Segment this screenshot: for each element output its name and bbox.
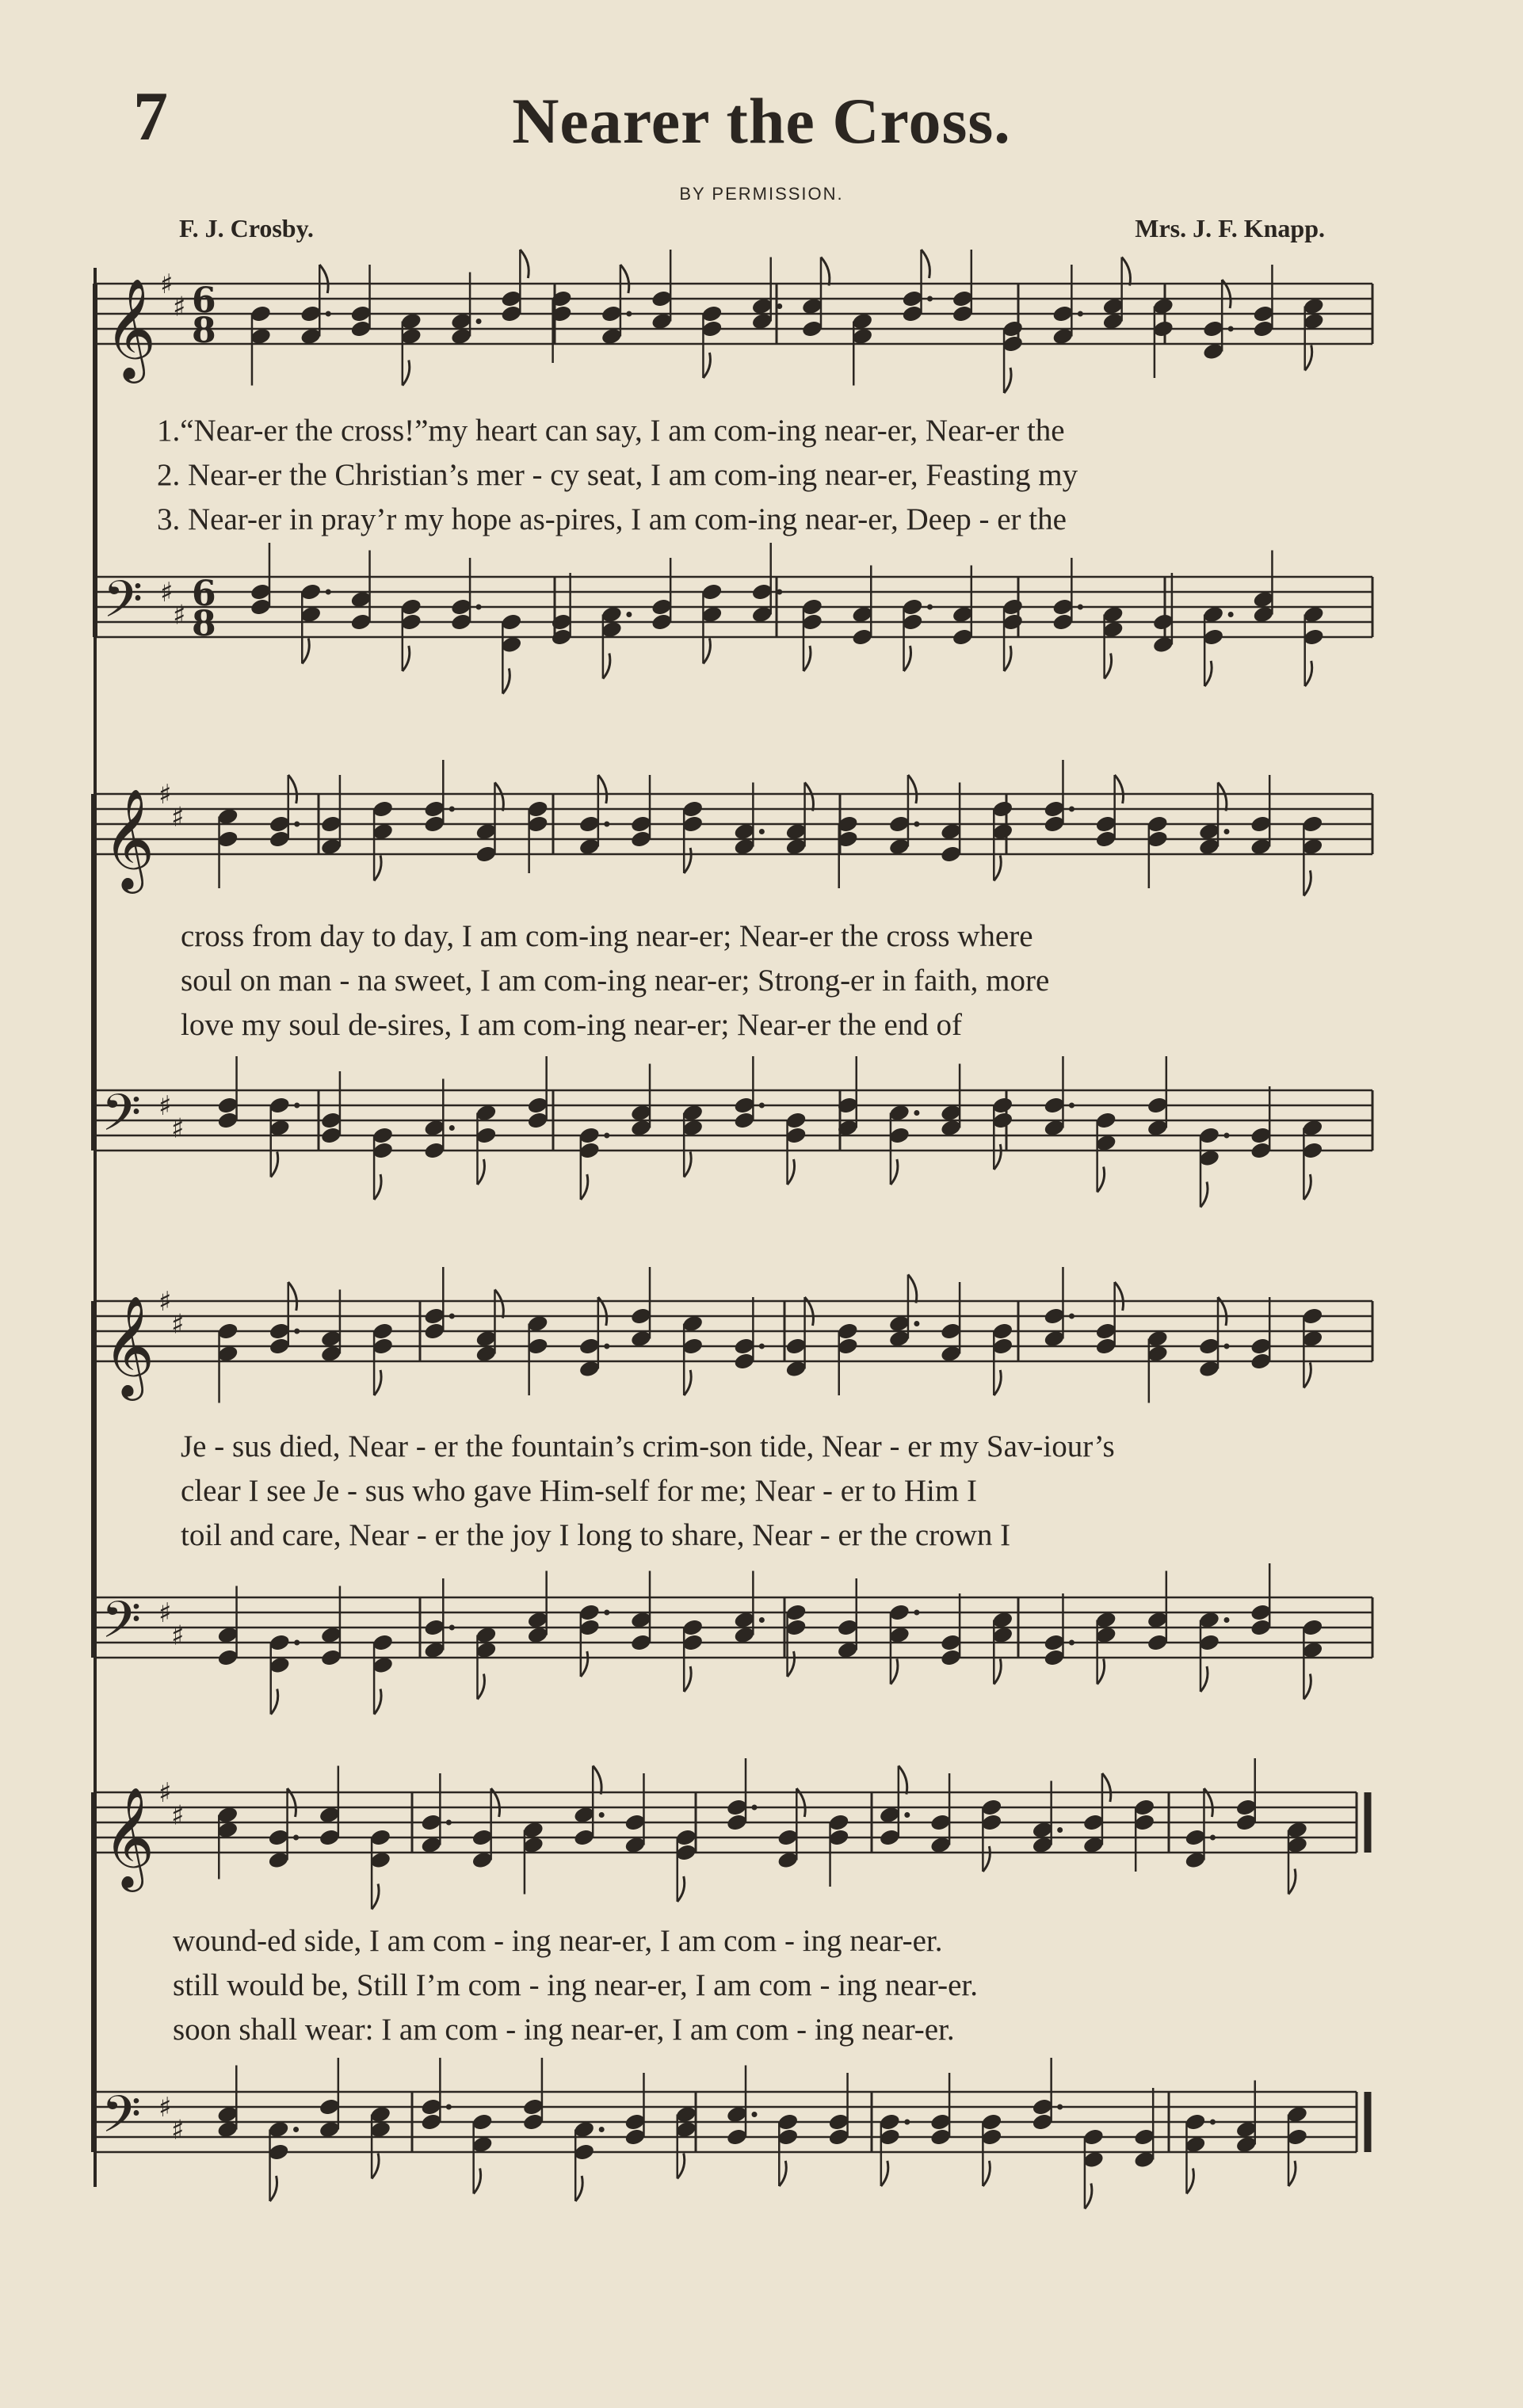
dot	[626, 311, 632, 317]
dot	[294, 1640, 300, 1646]
note-flag	[1200, 1666, 1208, 1692]
note-flag	[593, 1766, 601, 1795]
note-flag	[372, 1884, 379, 1910]
dot	[1228, 612, 1234, 617]
sharp-sign: ♯	[171, 1112, 185, 1145]
note-flag	[1115, 775, 1124, 803]
dot	[1069, 1640, 1074, 1646]
note-flag	[1097, 1659, 1105, 1685]
note-flag	[684, 1370, 691, 1395]
sharp-sign: ♯	[160, 577, 174, 609]
dot	[927, 605, 933, 610]
note-flag	[520, 250, 529, 278]
note-flag	[908, 775, 917, 803]
note-flag	[477, 1674, 484, 1700]
dot	[927, 296, 933, 302]
note-flag	[1097, 1167, 1105, 1193]
dot	[777, 303, 782, 309]
dot	[604, 1610, 609, 1616]
note-flag	[678, 1876, 685, 1902]
note-flag	[575, 2176, 582, 2201]
dot	[1078, 605, 1083, 610]
time-signature: 6	[192, 574, 216, 614]
dot	[1224, 1344, 1230, 1349]
dot	[626, 612, 632, 617]
note-flag	[1304, 1363, 1311, 1388]
dot	[293, 2127, 299, 2132]
dot	[294, 822, 300, 827]
dot	[1228, 326, 1234, 332]
note-flag	[302, 639, 309, 664]
dot	[914, 1110, 919, 1116]
note-flag	[684, 1666, 691, 1692]
dot	[777, 590, 782, 595]
note-flag	[1004, 646, 1011, 671]
dot	[1224, 1617, 1230, 1623]
note-flag	[881, 2161, 888, 2186]
sharp-sign: ♯	[171, 2114, 185, 2147]
note-flag	[788, 1159, 795, 1185]
dot	[1210, 2120, 1216, 2125]
note-flag	[1288, 1869, 1296, 1895]
dot	[1057, 2105, 1063, 2110]
note-flag	[994, 1144, 1001, 1170]
dot	[914, 1321, 919, 1326]
permission-note: BY PERMISSION.	[679, 184, 844, 204]
dot	[752, 2112, 758, 2117]
lyric-line: love my soul de-sires, I am com-ing near-er; Near-er the end of	[181, 1008, 963, 1042]
dot	[449, 1625, 455, 1631]
treble-clef-icon: 𝄞	[105, 277, 157, 379]
note-flag	[1122, 258, 1131, 286]
note-flag	[803, 646, 811, 671]
note-flag	[1102, 1773, 1111, 1802]
note-flag	[271, 1152, 278, 1177]
dot	[1057, 1827, 1063, 1833]
note-flag	[372, 2154, 379, 2179]
note-flag	[1186, 2169, 1193, 2194]
note-flag	[620, 265, 629, 293]
note-flag	[502, 669, 510, 694]
dot	[326, 590, 331, 595]
note-flag	[1305, 345, 1312, 371]
note-flag	[1304, 1174, 1311, 1200]
hymn-number: 7	[133, 78, 168, 155]
note-flag	[1204, 661, 1212, 686]
lyric-line: still would be, Still I’m com - ing near-er, I am com - ing near-er.	[173, 1968, 978, 2002]
dot	[914, 1610, 919, 1616]
sharp-sign: ♯	[173, 599, 186, 632]
lyric-line: Je - sus died, Near - er the fountain’s crim-son tide, Near - er my Sav-iour’s	[181, 1429, 1115, 1463]
note-flag	[581, 1651, 588, 1677]
bass-clef-icon: 𝄢	[101, 1591, 142, 1662]
dot	[449, 1125, 455, 1131]
lyric-line: clear I see Je - sus who gave Him-self for me; Near - er to Him I	[181, 1474, 977, 1508]
note-flag	[1288, 2161, 1296, 2186]
note-flag	[603, 654, 610, 679]
dot	[904, 1812, 910, 1818]
bass-clef-icon: 𝄢	[103, 571, 143, 642]
time-signature: 8	[192, 311, 216, 351]
note-flag	[678, 2154, 685, 2179]
dot	[446, 2105, 452, 2110]
dot	[759, 829, 765, 834]
dot	[1069, 807, 1074, 812]
dot	[1069, 1103, 1074, 1109]
note-flag	[270, 2176, 277, 2201]
note-flag	[1200, 1182, 1208, 1208]
note-flag	[994, 1659, 1001, 1685]
note-flag	[474, 2169, 481, 2194]
dot	[1078, 311, 1083, 317]
dot	[752, 1805, 758, 1811]
time-signature: 6	[192, 280, 216, 321]
note-flag	[1085, 2184, 1092, 2209]
lyric-line: cross from day to day, I am com-ing near-er; Near-er the cross where	[181, 919, 1033, 953]
note-flag	[994, 1370, 1001, 1395]
note-flag	[403, 646, 410, 671]
note-flag	[703, 353, 710, 378]
dot	[294, 1329, 300, 1334]
sharp-sign: ♯	[171, 1620, 185, 1652]
note-flag	[684, 1152, 691, 1177]
note-flag	[821, 258, 830, 286]
lyric-line: toil and care, Near - er the joy I long to share, Near - er the crown I	[181, 1518, 1011, 1552]
note-flag	[477, 1159, 484, 1185]
note-flag	[1115, 1282, 1124, 1311]
treble-clef-icon: 𝄞	[103, 788, 155, 889]
note-flag	[1304, 1674, 1311, 1700]
sharp-sign: ♯	[171, 1799, 185, 1832]
dot	[1224, 829, 1230, 834]
sharp-sign: ♯	[160, 269, 174, 300]
dot	[294, 1103, 300, 1109]
note-flag	[374, 1370, 381, 1395]
note-flag	[581, 1174, 588, 1200]
sharp-sign: ♯	[171, 801, 185, 834]
sharp-sign: ♯	[158, 1286, 172, 1318]
lyric-line: wound-ed side, I am com - ing near-er, I am com - ing near-er.	[173, 1924, 943, 1958]
note-flag	[805, 783, 814, 811]
hymn-title: Nearer the Cross.	[512, 85, 1011, 157]
note-flag	[788, 1651, 795, 1677]
note-flag	[598, 775, 607, 803]
lyric-line: soul on man - na sweet, I am com-ing near-er; Strong-er in faith, more	[181, 964, 1050, 998]
note-flag	[891, 1159, 898, 1185]
dot	[476, 605, 482, 610]
dot	[604, 1344, 609, 1349]
note-flag	[684, 848, 691, 873]
lyric-line: soon shall wear: I am com - ing near-er, I am com - ing near-er.	[173, 2013, 955, 2047]
note-flag	[922, 250, 930, 278]
note-flag	[779, 2161, 786, 2186]
note-flag	[374, 1689, 381, 1715]
dot	[293, 1835, 299, 1841]
dot	[449, 1314, 455, 1319]
dot	[1224, 1133, 1230, 1139]
dot	[904, 2120, 910, 2125]
note-flag	[899, 1766, 907, 1795]
lyric-line: 3. Near-er in pray’r my hope as-pires, I am com-ing near-er, Deep - er the	[157, 502, 1067, 536]
composer-credit: Mrs. J. F. Knapp.	[1135, 214, 1325, 242]
note-flag	[374, 856, 381, 881]
dot	[476, 319, 482, 324]
note-flag	[403, 361, 410, 386]
dot	[759, 1617, 765, 1623]
note-flag	[891, 1659, 898, 1685]
note-flag	[374, 1174, 381, 1200]
note-flag	[319, 265, 328, 293]
sharp-sign: ♯	[171, 1308, 185, 1341]
sharp-sign: ♯	[173, 291, 186, 323]
treble-clef-icon: 𝄞	[103, 1295, 155, 1396]
note-flag	[494, 783, 503, 811]
lyric-line: 1.“Near-er the cross!”my heart can say, I am com-ing near-er, Near-er the	[157, 414, 1065, 448]
note-flag	[1004, 368, 1011, 393]
note-flag	[1304, 871, 1311, 896]
sharp-sign: ♯	[158, 2092, 172, 2124]
note-flag	[983, 1846, 990, 1872]
bass-clef-icon: 𝄢	[101, 1084, 142, 1155]
sharp-sign: ♯	[158, 779, 172, 811]
note-flag	[1218, 783, 1227, 811]
dot	[446, 1820, 452, 1826]
dot	[759, 1103, 765, 1109]
bass-clef-icon: 𝄢	[101, 2086, 142, 2157]
note-flag	[288, 775, 297, 803]
lyric-line: 2. Near-er the Christian’s mer - cy seat, I am com-ing near-er, Feasting my	[157, 458, 1078, 492]
treble-clef-icon: 𝄞	[103, 1786, 155, 1887]
note-flag	[908, 1275, 917, 1303]
dot	[604, 822, 609, 827]
dot	[449, 807, 455, 812]
note-flag	[271, 1689, 278, 1715]
note-flag	[288, 1282, 297, 1311]
dot	[914, 822, 919, 827]
sharp-sign: ♯	[158, 1777, 172, 1809]
dot	[599, 1812, 605, 1818]
dot	[599, 2127, 605, 2132]
sharp-sign: ♯	[158, 1090, 172, 1122]
sharp-sign: ♯	[158, 1597, 172, 1629]
time-signature: 8	[192, 604, 216, 644]
lyricist-credit: F. J. Crosby.	[179, 214, 314, 242]
dot	[326, 311, 331, 317]
note-flag	[703, 639, 710, 664]
note-flag	[1105, 654, 1112, 679]
note-flag	[1305, 661, 1312, 686]
note-flag	[494, 1290, 503, 1318]
dot	[759, 1344, 765, 1349]
dot	[604, 1133, 609, 1139]
note-flag	[994, 856, 1001, 881]
dot	[1069, 1314, 1074, 1319]
dot	[1210, 1835, 1216, 1841]
note-flag	[904, 646, 911, 671]
note-flag	[983, 2161, 990, 2186]
